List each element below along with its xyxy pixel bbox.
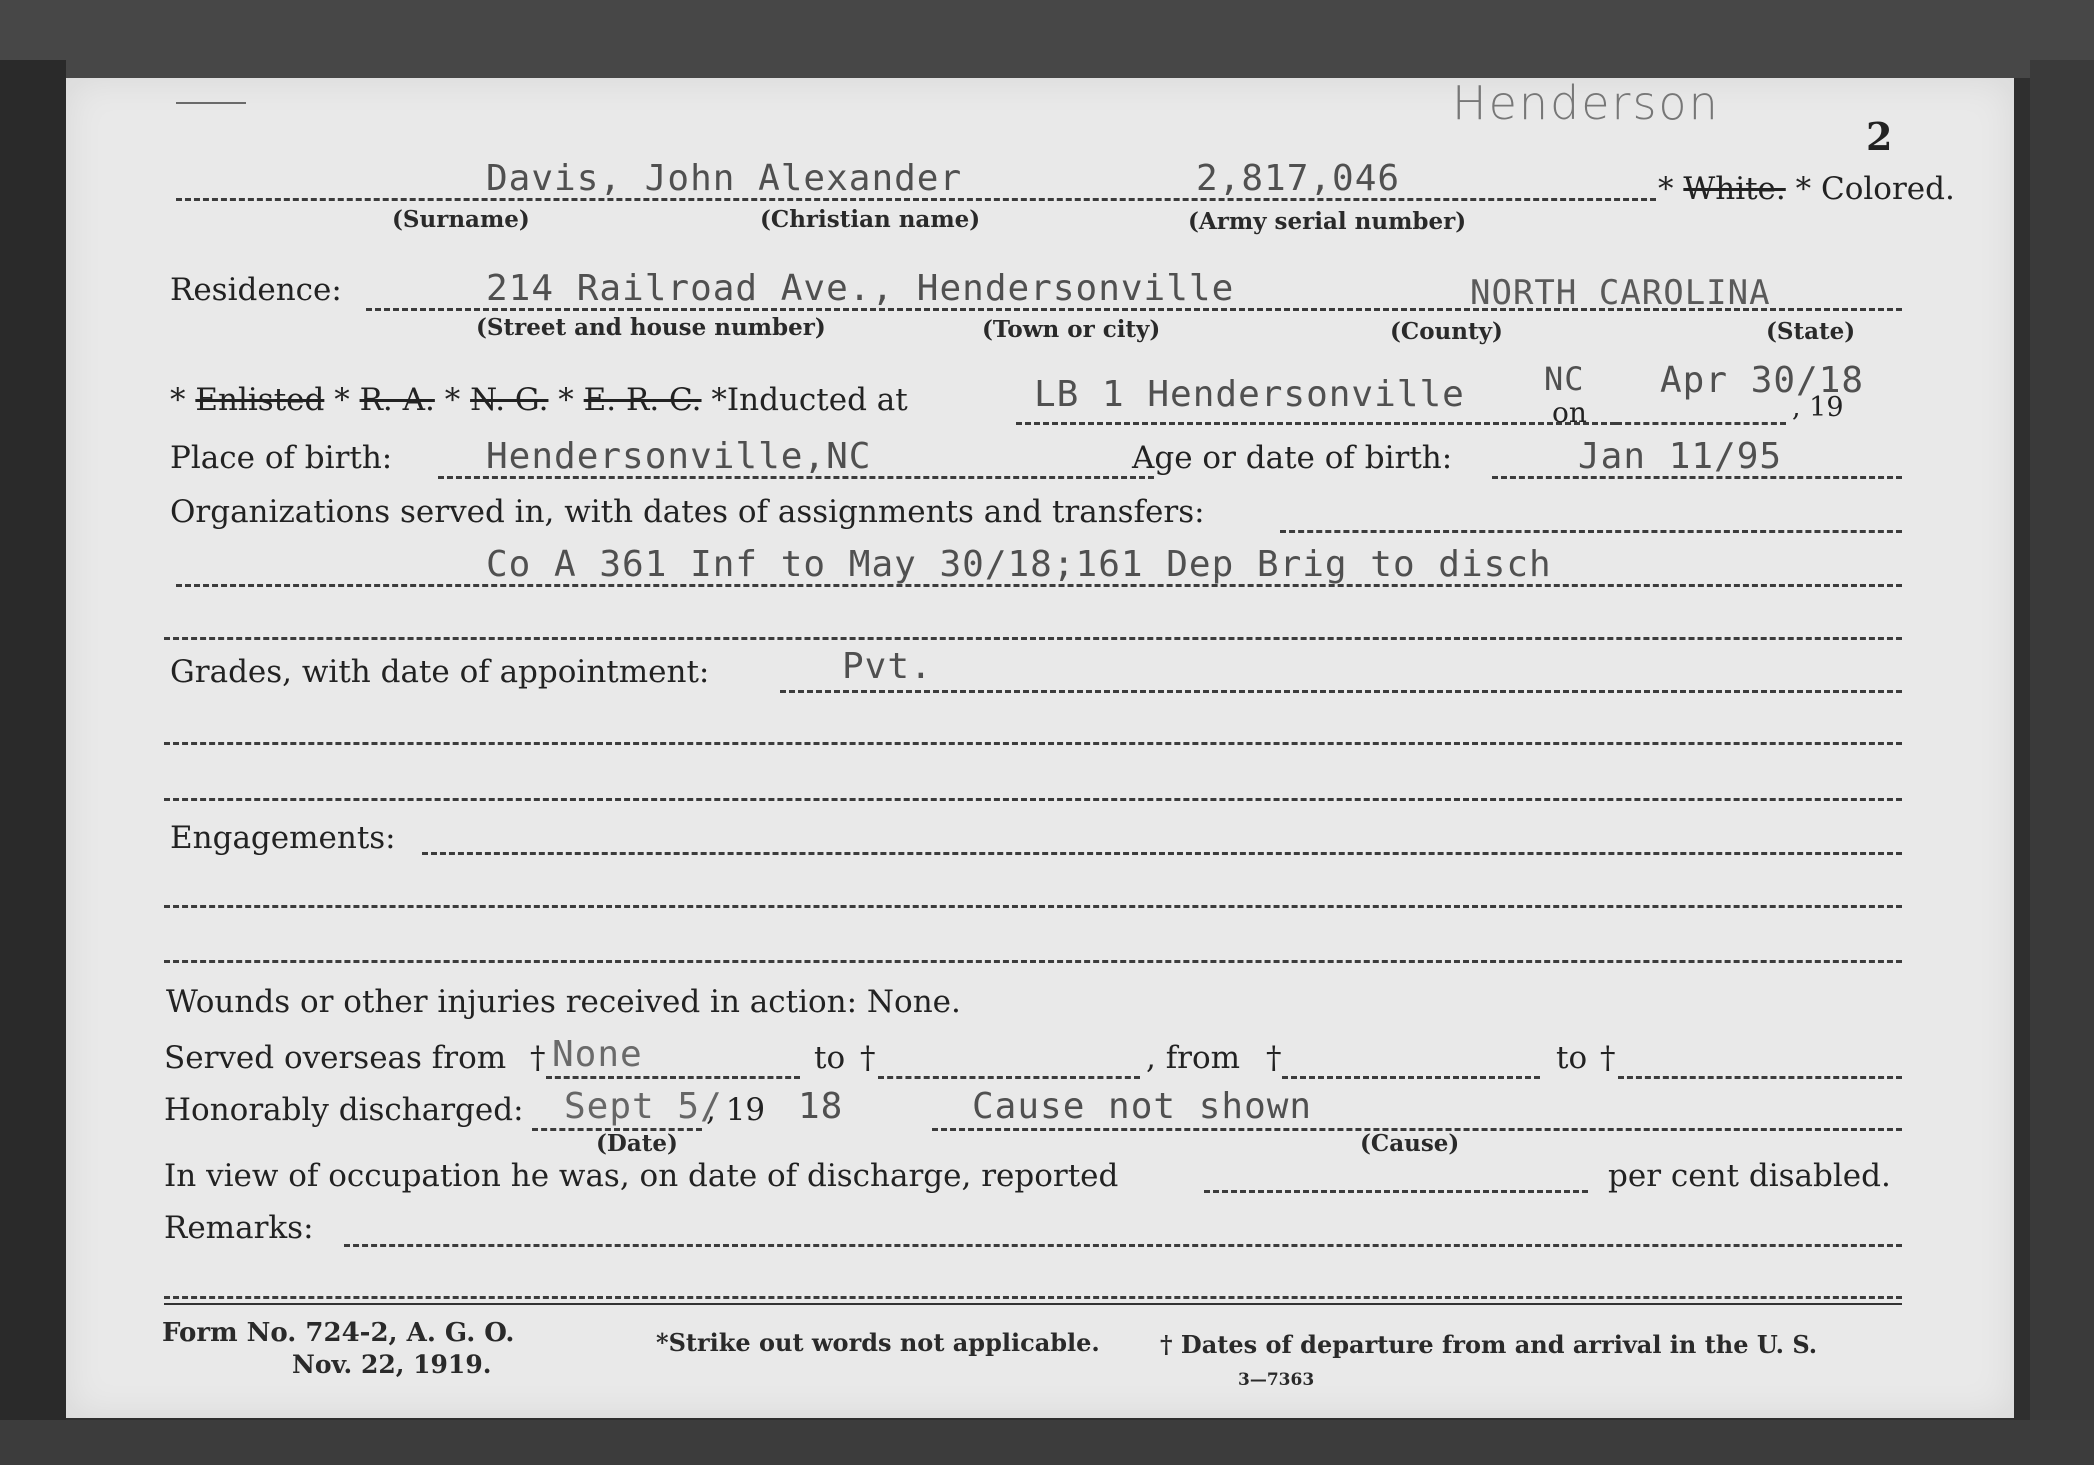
- label-county: (County): [1390, 318, 1503, 345]
- engagements-line-2: [164, 905, 1902, 908]
- scanner-bed-right: [2030, 60, 2094, 1465]
- label-discharge-date: (Date): [596, 1130, 678, 1157]
- grades-line-2: [164, 742, 1902, 745]
- organizations-line-1: [1280, 530, 1902, 533]
- strike-note-text: Strike out words not applicable.: [668, 1328, 1100, 1357]
- label-serial: (Army serial number): [1188, 208, 1467, 235]
- birth-date: Jan 11/95: [1578, 436, 1783, 477]
- inducted-line: [1016, 422, 1616, 425]
- residence-state: NORTH CAROLINA: [1470, 273, 1771, 313]
- discharge-year: 18: [798, 1086, 844, 1127]
- print-code: 3—7363: [1238, 1370, 1315, 1390]
- disability-text-end: per cent disabled.: [1608, 1158, 1891, 1194]
- birth-place: Hendersonville,NC: [486, 436, 872, 477]
- form-date: Nov. 22, 1919.: [292, 1350, 492, 1379]
- label-christian: (Christian name): [760, 206, 981, 233]
- inducted-date: Apr 30/18: [1660, 360, 1865, 401]
- discharge-year-prefix: , 19: [706, 1092, 766, 1128]
- inducted-date-line: [1616, 422, 1786, 425]
- serial-number: 2,817,046: [1196, 158, 1401, 199]
- residence-label: Residence:: [170, 272, 342, 308]
- page-number: 2: [1866, 114, 1893, 159]
- organizations-line-3: [164, 637, 1902, 640]
- disability-line: [1204, 1190, 1588, 1193]
- dates-note: † Dates of departure from and arrival in the U. S.: [1160, 1330, 1818, 1359]
- form-number: Form No. 724-2, A. G. O.: [162, 1318, 515, 1348]
- overseas-from-line-2: [1282, 1076, 1540, 1079]
- race-white: White.: [1683, 171, 1786, 207]
- organizations-value: Co A 361 Inf to May 30/18;161 Dep Brig to disch: [486, 544, 1552, 585]
- county-handwritten: Henderson: [1452, 76, 1720, 130]
- overseas-dagger-2: †: [860, 1040, 876, 1076]
- inducted-label: Inducted at: [726, 382, 908, 418]
- option-ra: R. A.: [359, 382, 435, 418]
- overseas-to-line: [878, 1076, 1140, 1079]
- label-street: (Street and house number): [476, 314, 826, 341]
- record-card: [66, 78, 2014, 1418]
- engagements-line-1: [422, 852, 1902, 855]
- grades-label: Grades, with date of appointment:: [170, 654, 710, 690]
- option-ng: N. G.: [470, 382, 549, 418]
- engagements-label: Engagements:: [170, 820, 396, 856]
- footer-rule: [164, 1303, 1902, 1305]
- strike-note-asterisk: *: [656, 1328, 669, 1357]
- remarks-line-1: [344, 1244, 1902, 1247]
- label-surname: (Surname): [392, 206, 530, 233]
- race-colored: Colored.: [1820, 171, 1955, 207]
- overseas-from-line: [546, 1076, 800, 1079]
- scanner-bed-top: [0, 0, 2094, 78]
- label-town: (Town or city): [982, 316, 1161, 343]
- grades-line-3: [164, 798, 1902, 801]
- label-discharge-cause: (Cause): [1360, 1130, 1460, 1157]
- label-state: (State): [1766, 318, 1856, 345]
- discharge-cause: Cause not shown: [972, 1086, 1313, 1127]
- overseas-from-label: , from: [1146, 1040, 1241, 1076]
- scanner-bed-left: [0, 60, 66, 1440]
- wounds-text: Wounds or other injuries received in action: None.: [166, 984, 961, 1020]
- discharge-label: Honorably discharged:: [164, 1092, 524, 1128]
- overseas-from-value: None: [552, 1034, 643, 1075]
- grades-line-1: [780, 690, 1902, 693]
- residence-street-town: 214 Railroad Ave., Hendersonville: [486, 268, 1235, 309]
- overseas-to-label-2: to: [1556, 1040, 1588, 1076]
- race-options: * White. * Colored.: [1658, 171, 1955, 207]
- discharge-date: Sept 5/: [564, 1086, 723, 1127]
- full-name: Davis, John Alexander: [486, 158, 963, 199]
- overseas-dagger-4: †: [1600, 1040, 1616, 1076]
- strike-note: [656, 1328, 1100, 1357]
- service-type-options: * Enlisted * R. A. * N. G. * E. R. C. *Inducted at: [170, 382, 908, 418]
- option-enlisted: Enlisted: [195, 382, 325, 418]
- overseas-to-line-2: [1618, 1076, 1902, 1079]
- inducted-place: LB 1 Hendersonville: [1034, 374, 1465, 415]
- inducted-state: NC: [1544, 360, 1585, 398]
- engagements-line-3: [164, 960, 1902, 963]
- birth-place-label: Place of birth:: [170, 440, 393, 476]
- overseas-to-label: to: [814, 1040, 846, 1076]
- remarks-label: Remarks:: [164, 1210, 314, 1246]
- birth-date-label: Age or date of birth:: [1126, 440, 1458, 476]
- disability-text-start: In view of occupation he was, on date of discharge, reported: [164, 1158, 1119, 1194]
- overseas-dagger-3: †: [1266, 1040, 1282, 1076]
- inducted-year-prefix: , 19: [1792, 392, 1844, 423]
- overseas-dagger-1: †: [530, 1040, 546, 1076]
- overseas-label: Served overseas from: [164, 1040, 507, 1076]
- organizations-label: Organizations served in, with dates of assignments and transfers:: [170, 494, 1205, 530]
- scanner-bed-bottom: [0, 1420, 2094, 1465]
- option-erc: E. R. C.: [583, 382, 702, 418]
- remarks-line-2: [164, 1296, 1902, 1299]
- grades-value: Pvt.: [842, 646, 933, 687]
- on-label: on: [1552, 396, 1587, 429]
- top-rule-mark: [176, 102, 246, 104]
